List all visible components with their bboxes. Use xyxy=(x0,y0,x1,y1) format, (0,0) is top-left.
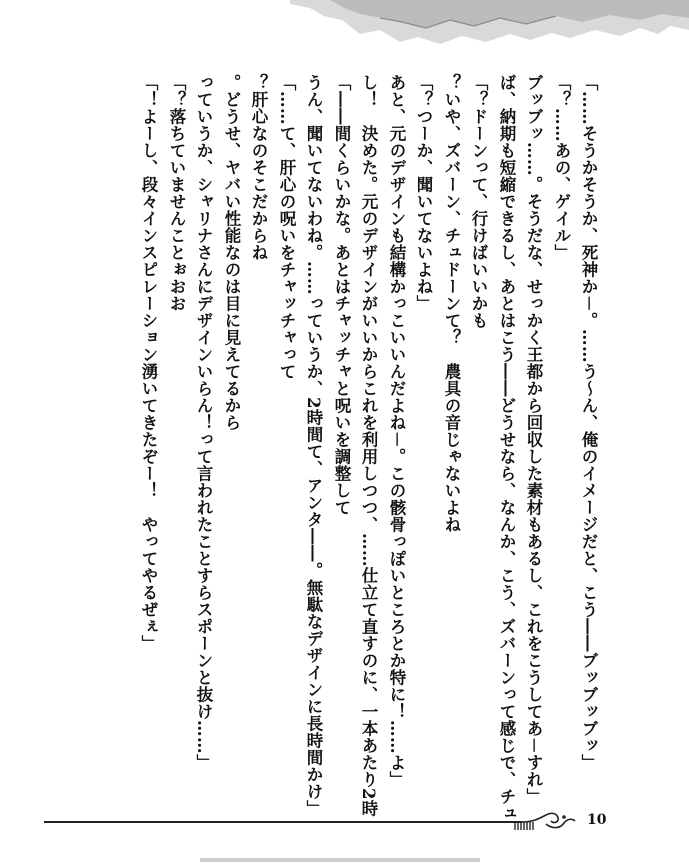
text-line-17: 「よーし、段々インスピレーション湧いてきたぞー！ やってやるぜぇ！」 xyxy=(139,74,158,652)
text-line-7: 「つーか、聞いてないよね？」 xyxy=(414,74,433,312)
scan-artifact xyxy=(200,856,480,864)
text-line-13: 肝心なのそこだからね？ xyxy=(249,74,268,278)
page-number: 10 xyxy=(587,812,607,828)
text-line-8: 「あと、元のデザインも結構かっこいいんだよね－。この骸骨っぽいところとか特に！……よ xyxy=(387,74,406,788)
text-line-3: 「ブッブッ……。そうだな、せっかく王都から回収した素材もあるし、これをこうしてあ－すれ xyxy=(524,74,543,805)
text-line-15: 「……っていうか、シャリナさんにデザインいらん！って言われたことすらスポーンと抜け xyxy=(194,74,213,771)
text-line-6: いや、ズバーン、チュドーンて？ 農具の音じゃないよね？ xyxy=(442,74,461,550)
text-line-9: し！ 決めた。元のデザインがいいからこれを利用しつつ、……仕立て直すのに、一本あたり2時 xyxy=(359,74,378,817)
text-line-16: 落ちていませんことぉおお？」 xyxy=(167,74,186,312)
footer-ornament-icon xyxy=(520,809,578,833)
torn-paper-decoration xyxy=(290,0,689,48)
text-line-10: 間くらいかな。あとはチャッチャと呪いを調整して――」 xyxy=(332,74,351,516)
text-line-4: ば、納期も短縮できるし、あとはこう――どうせなら、なんか、こう、ズバーンって感じで、チュ xyxy=(497,74,516,822)
text-line-5: ドーンって、行けばいいかも？」 xyxy=(469,74,488,329)
text-line-11: 「うん、聞いてないわね。……っていうか、2時間て、アンタ――。無駄なデザインに長時間かけ xyxy=(304,74,323,817)
footer-rule xyxy=(44,821,522,823)
text-line-1: 「そうかそうか、死神か－。……う～ん、俺のイメージだと、こう――ブッブッブッ……」 xyxy=(579,74,598,771)
text-line-12: て、肝心の呪いをチャッチャって……」 xyxy=(277,74,296,380)
vertical-text-body xyxy=(96,74,598,822)
text-line-2: 「あの、ゲイル……？」 xyxy=(552,74,571,261)
text-line-14: どうせ、ヤバい性能なのは目に見えてるから。 xyxy=(222,74,241,448)
